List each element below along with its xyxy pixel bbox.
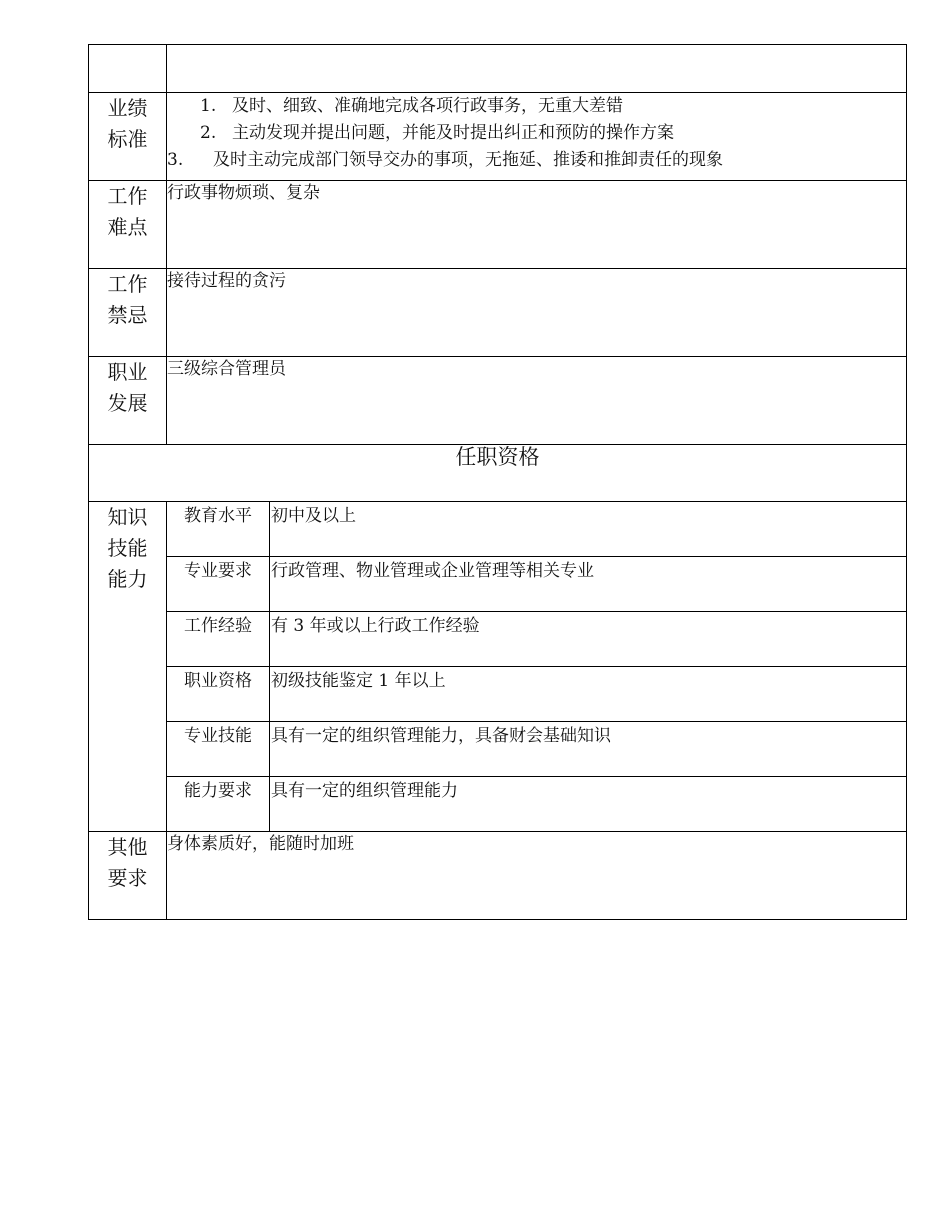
qualification-value: 有 3 年或以上行政工作经验 xyxy=(270,612,907,667)
difficulty-label: 工作 难点 xyxy=(89,181,167,269)
blank-content-cell xyxy=(167,45,907,93)
qualification-value: 具有一定的组织管理能力 xyxy=(271,781,458,801)
taboo-text: 接待过程的贪污 xyxy=(167,269,907,357)
table-row xyxy=(167,667,906,722)
qualification-key: 职业资格 xyxy=(167,667,270,722)
list-item: 3. 及时主动完成部门领导交办的事项，无拖延、推诿和推卸责任的现象 xyxy=(167,150,723,170)
blank-label-cell xyxy=(89,45,167,93)
qualification-detail-cell xyxy=(167,502,907,832)
career-row xyxy=(89,357,907,445)
performance-label: 业绩 标准 xyxy=(89,93,167,181)
qualification-label: 知识 技能 能力 xyxy=(89,502,167,832)
other-label: 其他 要求 xyxy=(89,832,167,920)
qualification-title-row xyxy=(89,445,907,502)
other-row xyxy=(89,832,907,920)
qualification-row xyxy=(89,502,907,832)
qualification-value: 行政管理、物业管理或企业管理等相关专业 xyxy=(270,557,907,612)
blank-row xyxy=(89,45,907,93)
qualification-key: 工作经验 xyxy=(167,612,270,667)
table-row xyxy=(167,502,906,557)
section-title: 任职资格 xyxy=(89,445,907,502)
table-row xyxy=(167,722,906,777)
qualification-key: 专业要求 xyxy=(167,557,270,612)
performance-standards xyxy=(167,93,907,181)
taboo-row xyxy=(89,269,907,357)
qualification-value: 初级技能鉴定 1 年以上 xyxy=(270,667,907,722)
performance-row xyxy=(89,93,907,181)
taboo-label: 工作 禁忌 xyxy=(89,269,167,357)
other-text: 身体素质好，能随时加班 xyxy=(167,832,907,920)
list-item: 2. 主动发现并提出问题，并能及时提出纠正和预防的操作方案 xyxy=(200,123,674,143)
qualification-key: 专业技能 xyxy=(167,722,270,777)
table-row xyxy=(167,612,906,667)
career-label: 职业 发展 xyxy=(89,357,167,445)
qualification-key: 能力要求 xyxy=(167,777,270,832)
table-row xyxy=(167,777,906,832)
qualification-value: 具有一定的组织管理能力，具备财会基础知识 xyxy=(270,722,907,777)
career-text: 三级综合管理员 xyxy=(167,357,907,445)
difficulty-text: 行政事物烦琐、复杂 xyxy=(167,181,907,269)
qualification-key: 教育水平 xyxy=(167,502,270,557)
table-row xyxy=(167,557,906,612)
difficulty-row xyxy=(89,181,907,269)
qualification-value: 初中及以上 xyxy=(270,502,907,557)
list-item: 1. 及时、细致、准确地完成各项行政事务，无重大差错 xyxy=(200,96,623,116)
qualification-detail-table xyxy=(167,502,906,831)
job-description-table xyxy=(88,44,907,920)
